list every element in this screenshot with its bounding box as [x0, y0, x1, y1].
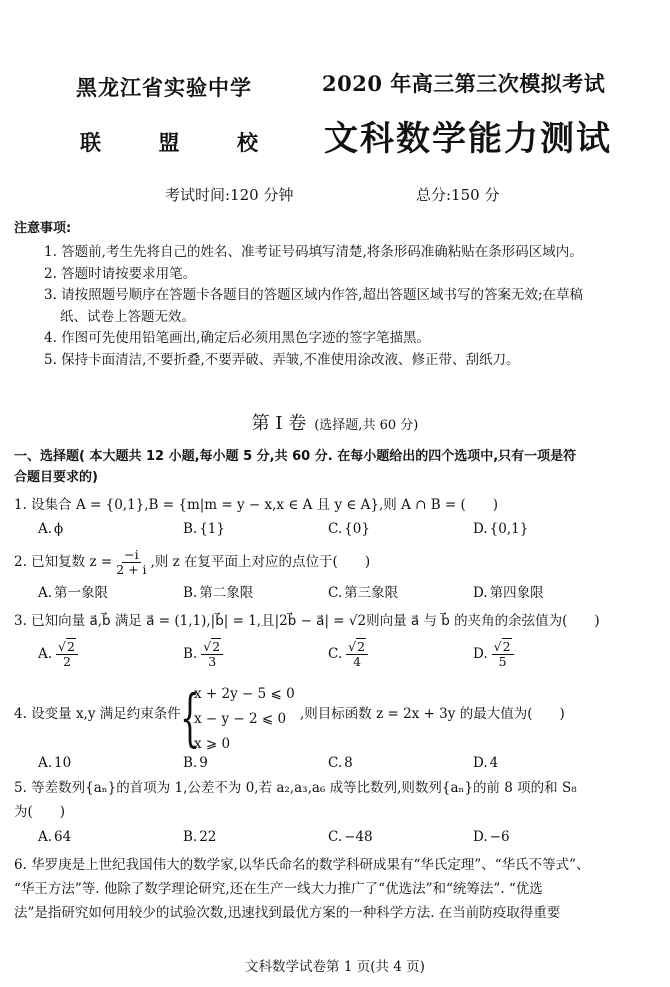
alliance-char: 联 [80, 130, 101, 155]
fraction [114, 548, 148, 577]
question-5-stem-continued: 为( ) [14, 804, 66, 820]
notice-item-continued: 纸、试卷上答题无效。 [60, 308, 195, 325]
option-label: B. [183, 829, 198, 845]
question-4-options [38, 755, 638, 772]
alliance-char: 校 [237, 130, 258, 155]
option-text: 第三象限 [344, 585, 399, 601]
option-text: 10 [54, 755, 72, 771]
fraction-denominator: 2 [63, 653, 71, 669]
option-label: C. [328, 645, 343, 662]
constraint: x + 2y − 5 ⩽ 0 [194, 686, 295, 702]
option-text: {1} [199, 521, 225, 537]
question-3-stem: 3. 已知向量 a⃗,b⃗ 满足 a⃗ = (1,1),|b⃗| = 1,且|2b⃗ − a⃗| = √2则向量 a⃗ 与 b⃗ 的夹角的余弦值为( ) [14, 613, 600, 629]
option-label: C. [328, 755, 343, 771]
option-text: 第一象限 [54, 585, 109, 601]
question-3-options [38, 640, 638, 669]
question-4-stem: 4. 设变量 x,y 满足约束条件 [14, 706, 181, 722]
option-text: 4 [489, 755, 499, 771]
notice-item: 3. 请按照题号顺序在答题卡各题目的答题区域内作答,超出答题区域书写的答案无效;在草稿 [44, 287, 584, 303]
option-text: 9 [199, 755, 208, 771]
option-label: A. [38, 829, 53, 845]
option-c [328, 585, 473, 602]
fraction-denominator: 2 + i [116, 561, 147, 577]
option-text: 64 [54, 829, 72, 845]
option-b [183, 585, 328, 602]
section-line: 一、选择题( 本大题共 12 小题,每小题 5 分,共 60 分. 在每小题给出的四个选项中,只有一项是符 [14, 449, 577, 464]
fraction-denominator: 3 [208, 653, 217, 669]
fraction-numerator [56, 640, 78, 655]
option-label: C. [328, 585, 343, 601]
option-c [328, 521, 473, 538]
option-a [38, 755, 183, 772]
constraint: x ⩾ 0 [194, 736, 231, 752]
option-label: A. [38, 521, 53, 537]
option-label: B. [183, 755, 198, 771]
option-d [473, 521, 618, 538]
notice-item: 1. 答题前,考生先将自己的姓名、准考证号码填写清楚,将条形码准确粘贴在条形码区域内。 [44, 244, 583, 260]
option-label: D. [473, 521, 488, 537]
part-note: (选择题,共 60 分) [314, 418, 419, 433]
alliance-char: 盟 [158, 130, 180, 155]
notice-list [44, 242, 656, 371]
option-text: 22 [199, 829, 217, 845]
notice-item: 4. 作图可先使用铅笔画出,确定后必须用黑色字迹的签字笔描黑。 [44, 330, 430, 346]
option-text: {0,1} [489, 521, 529, 537]
option-a [38, 521, 183, 538]
fraction-numerator: −i [124, 547, 139, 562]
paragraph-line: 法”是指研究如何用较少的试验次数,迅速找到最优方案的一种科学方法. 在当前防疫取得重要 [14, 905, 561, 921]
sqrt-symbol: √2 [203, 639, 221, 654]
paragraph-line: “华王方法”等. 他除了数学理论研究,还在生产一线大力推广了“优选法”和“统筹法”. “优选 [14, 881, 543, 897]
option-b [183, 755, 328, 772]
option-a [38, 829, 183, 846]
fraction [56, 640, 78, 669]
fraction-numerator [492, 640, 514, 655]
constraint: x − y − 2 ⩽ 0 [194, 711, 287, 727]
option-b [183, 829, 328, 846]
fraction [346, 640, 368, 669]
option-text: −48 [344, 829, 373, 845]
question-1-stem: 1. 设集合 A = {0,1},B = {m|m = y − x,x ∈ A 且 y ∈ A},则 A ∩ B = ( ) [14, 497, 499, 513]
alliance-label [80, 130, 258, 156]
fraction-numerator [201, 640, 223, 655]
option-label: A. [38, 755, 53, 771]
section-line: 合题目要求的) [14, 470, 98, 485]
option-text: {0} [344, 521, 370, 537]
question-text: 2. 已知复数 z = [14, 553, 113, 570]
radicand: 2 [357, 639, 366, 654]
question-2-options [38, 585, 638, 602]
radicand: 2 [67, 639, 75, 654]
option-text: 第四象限 [489, 585, 544, 601]
question-1-options [38, 521, 638, 538]
question-5-options [38, 829, 638, 846]
sqrt-symbol: √2 [493, 639, 511, 654]
option-label: D. [473, 585, 488, 601]
school-name: 黑龙江省实验中学 [76, 75, 252, 100]
constraint-system [180, 682, 295, 757]
option-b [183, 640, 328, 669]
option-label: A. [38, 585, 53, 601]
sqrt-symbol: √2 [348, 639, 366, 654]
notice-item: 2. 答题时请按要求用笔。 [44, 265, 197, 282]
exam-time: 考试时间:120 分钟 [165, 186, 294, 204]
fraction-denominator: 5 [498, 653, 507, 669]
fraction-denominator: 4 [353, 653, 362, 669]
option-label: C. [328, 829, 343, 845]
radicand: 2 [502, 639, 511, 654]
radicand: 2 [212, 639, 221, 654]
paragraph-line: 6. 华罗庚是上世纪我国伟大的数学家,以华氏命名的数学科研成果有“华氏定理”、“华氏不等式”、 [14, 857, 590, 873]
option-label: D. [473, 645, 488, 662]
option-c [328, 640, 473, 669]
option-c [328, 755, 473, 772]
option-text: ϕ [54, 521, 64, 537]
notice-item: 5. 保持卡面清洁,不要折叠,不要弄破、弄皱,不准使用涂改液、修正带、刮纸刀。 [44, 351, 520, 368]
question-5-stem: 5. 等差数列{aₙ}的首项为 1,公差不为 0,若 a₂,a₃,a₆ 成等比数列,则数列{aₙ}的前 8 项的和 S₈ [14, 780, 577, 796]
option-d [473, 585, 618, 602]
option-label: C. [328, 521, 343, 537]
option-c [328, 829, 473, 846]
section-heading [14, 446, 660, 488]
fraction-numerator [346, 640, 368, 655]
option-label: A. [38, 645, 53, 662]
option-label: B. [183, 521, 198, 537]
question-4-stem-continued: ,则目标函数 z = 2x + 3y 的最大值为( ) [300, 706, 565, 722]
exam-title: 2020 年高三第三次模拟考试 [322, 71, 606, 96]
option-label: B. [183, 585, 198, 601]
notice-heading: 注意事项: [14, 221, 72, 236]
option-text: −6 [489, 829, 510, 845]
sqrt-symbol: √2 [58, 639, 75, 654]
question-2-stem [14, 548, 660, 577]
part-title: 第 I 卷 [251, 413, 307, 434]
total-score: 总分:150 分 [416, 186, 500, 204]
option-a [38, 640, 183, 669]
subject-title: 文科数学能力测试 [324, 119, 612, 159]
option-text: 第二象限 [199, 585, 254, 601]
option-b [183, 521, 328, 538]
option-d [473, 829, 618, 846]
option-label: B. [183, 645, 198, 662]
question-text: ,则 z 在复平面上对应的点位于( ) [150, 553, 371, 570]
fraction [201, 640, 223, 669]
option-label: D. [473, 755, 488, 771]
option-text: 8 [344, 755, 353, 771]
option-a [38, 585, 183, 602]
option-label: D. [473, 829, 488, 845]
option-d [473, 640, 618, 669]
page-footer: 文科数学试卷第 1 页(共 4 页) [245, 959, 425, 975]
option-d [473, 755, 618, 772]
fraction [492, 640, 514, 669]
part-heading [0, 413, 670, 436]
left-brace-icon: { [180, 681, 200, 754]
question-6-stem [14, 853, 660, 925]
